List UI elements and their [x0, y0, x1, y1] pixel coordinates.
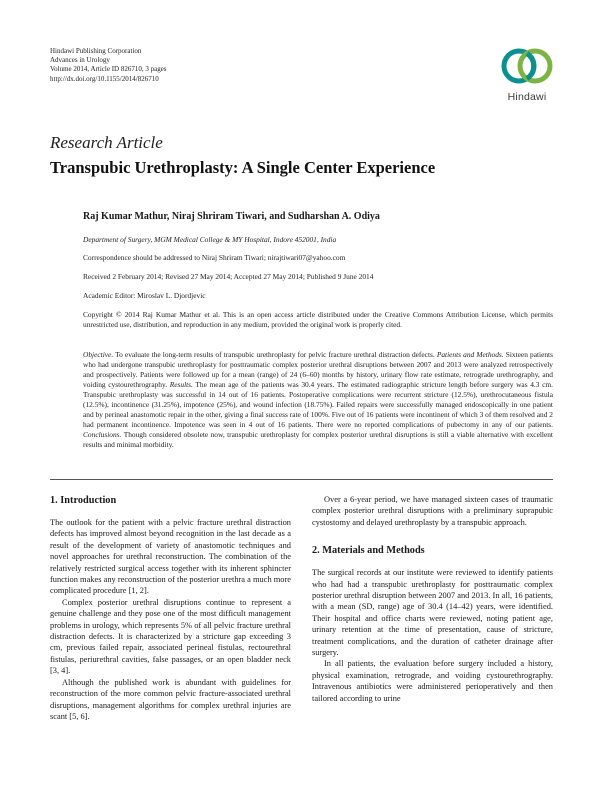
abstract-methods: Sixteen patients who had undergone transpubic urethroplasty for posttraumatic complex posterior urethral disruptions between 2007 and 2013 were analyzed retrospectively and prospectively. Patients were followed up for a mean (range) of 24 (6–60) months by history, urinary flow rate estimate, retrograde urethrography, and voiding cystourethrography. [83, 350, 553, 389]
abstract-results-label: Results. [169, 380, 193, 389]
abstract-methods-label: Patients and Methods. [436, 350, 504, 359]
copyright-notice: Copyright © 2014 Raj Kumar Mathur et al. This is an open access article distributed under the Creative Commons Attribution License, which permits unrestricted use, distribution, and reproduction in any medium, provided the original work is properly cited. [83, 310, 553, 329]
right-column [312, 494, 553, 704]
authors: Raj Kumar Mathur, Niraj Shriram Tiwari, and Sudharshan A. Odiya [83, 211, 380, 222]
intro-paragraph-4: Over a 6-year period, we have managed sixteen cases of traumatic complex posterior urethral disruptions with a preliminary suprapubic cystostomy and delayed urethroplasty by a transpubic approach. [312, 495, 553, 527]
academic-editor: Academic Editor: Miroslav L. Djordjevic [83, 291, 206, 300]
volume-info: Volume 2014, Article ID 826710, 3 pages [50, 65, 167, 74]
abstract-objective-label: Objective. [83, 350, 114, 359]
introduction-heading: 1. Introduction [50, 495, 117, 506]
abstract-conclusions: Though considered obsolete now, transpubic urethroplasty for complex posterior urethral disruptions is still a viable alternative with excellent results and minimal morbidity. [83, 430, 553, 449]
article-title: Transpubic Urethroplasty: A Single Center Experience [50, 158, 436, 177]
methods-paragraph-2: In all patients, the evaluation before surgery included a history, physical examination, retrograde, and voiding cystourethrography. Intravenous antibiotics were administered perioperatively and then tailored according to urine [312, 659, 553, 703]
article-dates: Received 2 February 2014; Revised 27 May 2014; Accepted 27 May 2014; Published 9 June 2014 [83, 272, 374, 281]
affiliation: Department of Surgery, MGM Medical College & MY Hospital, Indore 452001, India [83, 235, 337, 244]
publisher-name: Hindawi Publishing Corporation [50, 47, 142, 55]
abstract [83, 350, 553, 450]
abstract-objective: To evaluate the long-term results of transpubic urethroplasty for pelvic fracture urethral distraction defects. [113, 350, 437, 359]
article-type: Research Article [50, 133, 163, 152]
left-column [50, 494, 291, 722]
intro-paragraph-1: The outlook for the patient with a pelvic fracture urethral distraction defects has improved almost beyond recognition in the last decade as a result of the development of variety of anastomotic techniques and novel approaches for urethral reconstruction. The combination of the relatively restricted surgical access together with its inherent sphincter function makes any reconstruction of the posterior urethra a much more complicated procedure [1, 2]. [50, 518, 291, 596]
journal-name: Advances in Urology [50, 56, 110, 65]
methods-paragraph-1: The surgical records at our institute were reviewed to identify patients who had had a transpubic urethroplasty for posttraumatic complex posterior urethral disruption between 2007 and 2013. In all, 16 patients, with a mean (SD, range) age of 30.4 (14–42) years, were identified. Their hospital and office charts were reviewed, noting patient age, urinary retention at the time of presentation, cause of stricture, treatment complications, and the duration of catheter drainage after surgery. [312, 568, 553, 658]
methods-heading: 2. Materials and Methods [312, 545, 425, 557]
logo-text: Hindawi [507, 91, 547, 103]
abstract-conclusions-label: Conclusions. [83, 430, 122, 439]
doi-link[interactable]: http://dx.doi.org/10.1155/2014/826710 [50, 74, 159, 83]
publication-info [50, 47, 270, 84]
correspondence: Correspondence should be addressed to Niraj Shriram Tiwari; nirajtiwari07@yahoo.com [83, 253, 346, 262]
intro-paragraph-2: Complex posterior urethral disruptions continue to represent a genuine challenge and they pose one of the most difficult management problems in urology, which represents 5% of all pelvic fracture urethral distraction defects. It is characterized by a stricture gap exceeding 3 cm, previous failed repair, associated perineal fistulas, rectourethral fistulas, periurethral cavities, false passages, or an open bladder neck [3, 4]. [50, 597, 291, 676]
intro-paragraph-3: Although the published work is abundant with guidelines for reconstruction of the more common pelvic fracture-associated urethral disruptions, management algorithms for complex urethral injuries are scant [5, 6]. [50, 677, 291, 721]
abstract-results: The mean age of the patients was 30.4 years. The estimated radiographic stricture length before surgery was 4.3 cm. Transpubic urethroplasty was successful in 14 out of 16 patients. Postoperative complications were recurrent stricture (12.5%), urethrocutaneous fistula (12.5%), incontinence (31.25%), impotence (25%), and wound infection (18.75%). Failed repairs were successfully managed endoscopically in one patient and by perineal anastomotic repair in the other, giving a final success rate of 100%. Five out of 16 patients were incontinent of which 3 of them resolved and 2 had permanent incontinence. Impotence was seen in 4 out of 16 patients. There were no reported complications of pubectomy in any of our patients. [83, 380, 553, 429]
section-divider [50, 479, 553, 480]
